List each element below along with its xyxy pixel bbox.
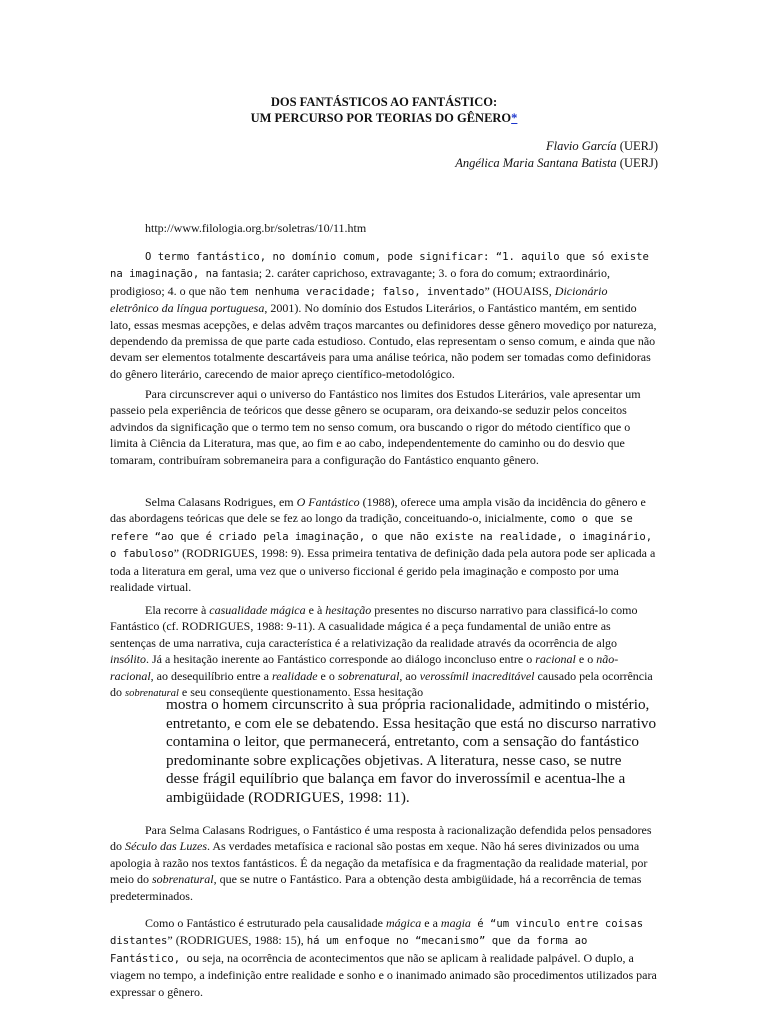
p1-f: , 2001). No domínio dos Estudos Literários, o Fantástico mantém, em sentido lato, essas mesmas acepções, e delas advêm traços marcantes ou definidores desse gênero movediço por natureza, dependendo da premissa de que parte cada estudioso. Contudo, elas representam o senso comum, e ainda que não devam ser elementos totalmente descartáveis para uma análise teórica, não podem ser tomadas como definidoras do gênero literário, carecendo de maior apreço científico-metodológico. [110,301,657,381]
p3-c: (1988), oferece uma ampla visão da incidência do gênero e das abordagens teóricas que dele se fez ao longo da tradição, conceituando-o, inicialmente, [110,495,646,526]
block-quote: mostra o homem circunscrito à sua própria racionalidade, admitindo o mistério, entretanto, e com ele se debatendo. Essa hesitação que está no discurso narrativo contamina o leitor, que permanecerá, entretanto, com a sensação do fantástico predominante sobre explicações objetivas. A literatura, nesse caso, se nutre desse frágil equilíbrio que balança em favor do inverossímil e acentua-lhe a ambigüidade (RODRIGUES, 1998: 11). [166,696,657,806]
p1-d: ” (HOUAISS, [484,283,555,298]
paragraph-2: Para circunscrever aqui o universo do Fantástico nos limites dos Estudos Literários, vale apresentar um passeio pela experiência de teóricos que desse gênero se ocuparam, ora deixando-se seduzir pelos conceitos advindos da significação que o termo tem no senso comum, ora buscando o rigor do método científico que o limita à Ciência da Literatura, mas que, ao fim e ao cabo, independentemente do caminho ou do desvio que tomaram, contribuíram sobremaneira para a configuração do Fantástico enquanto gênero. [110,387,641,467]
p4-q: causado pela ocorrência do [110,668,653,700]
p1-c: tem nenhuma veracidade; falso, inventado [229,285,485,298]
p4-i: e o [575,652,597,667]
p3-e: ” (RODRIGUES, 1998: 9). Essa primeira tentativa de definição dada pela autora pode ser aplicada a toda a literatura em geral, uma vez que o universo ficcional é gerido pela imaginação e composto por uma realidade virtual. [110,546,656,595]
p4-m: e o [317,668,338,683]
author-2 [455,155,658,172]
paragraph-4 [110,602,658,702]
p4-f: insólito [110,652,147,667]
author-2-affiliation: (UERJ) [616,156,658,170]
p4-c: e à [305,603,326,617]
p4-o: , ao [399,668,420,683]
p6-e: é “um vinculo entre coisas distantes [110,918,644,948]
p4-g: . Já a hesitação inerente ao Fantástico corresponde ao diálogo inconcluso entre o [146,652,536,667]
p5-d: sobrenatural [152,872,214,887]
p1-a: O termo fantástico, no domínio comum, pode significar: “1. aquilo que só existe na imaginação, na [110,251,649,281]
p3-a: Selma Calasans Rodrigues, em [145,495,297,509]
paragraph-5 [110,822,658,904]
p3-b: O Fantástico [296,495,360,509]
p4-h: racional [535,652,576,667]
p4-r: sobrenatural [125,688,179,700]
p4-a: Ela recorre à [145,603,210,617]
author-1 [455,138,658,155]
author-1-name: Flavio García [545,139,617,153]
p6-b: mágica [385,916,422,930]
title-line-1: DOS FANTÁSTICOS AO FANTÁSTICO: [270,95,498,109]
footnote-link[interactable]: * [511,111,518,125]
p6-c: e a [421,916,441,930]
p1-b: fantasia; 2. caráter caprichoso, extravagante; 3. o fora do comum; extraordinário, prodigioso; 4. o que não [110,266,610,298]
p4-b: casualidade mágica [209,603,306,617]
p6-d: magia [440,916,471,930]
p3-d: como o que se refere “ao que é criado pela imaginação, o que não existe na realidade, o imaginário, o fabuloso [110,513,653,561]
p6-h: seja, na ocorrência de acontecimentos que não se aplicam à realidade palpável. O duplo, a viagem no tempo, a indefinição entre realidade e sonho e o inanimado animado são procedimentos utilizados para expressar o gênero. [110,950,657,999]
p6-f: ” (RODRIGUES, 1988: 15), [167,933,307,948]
p6-a: Como o Fantástico é estruturado pela causalidade [145,916,386,930]
p4-d: hesitação [325,603,372,617]
p5-c: . As verdades metafísica e racional são postas em xeque. Não há seres divinizados ou uma apologia à razão nos textos fantásticos. É da negação da metafísica e da fragmentação da realidade material, por meio do [110,839,648,887]
p5-b: Século das Luzes [125,839,207,854]
p4-p: verossímil inacreditável [419,668,535,683]
p4-s: e seu conseqüente questionamento. Essa hesitação [178,685,424,700]
p4-l: realidade [271,668,318,683]
authors-block [455,138,658,172]
p5-a: Para Selma Calasans Rodrigues, o Fantástico é uma resposta à racionalização defendida pelos pensadores do [110,823,652,854]
p4-e: presentes no discurso narrativo para classificá-lo como Fantástico (cf. RODRIGUES, 1988: 9-11). A casualidade mágica é a peça fundamental de união entre as sentenças de uma narrativa, cuja característica é a relativização da realidade através da ocorrência de algo [110,603,638,650]
title-line-2-text: UM PERCURSO POR TEORIAS DO GÊNERO [250,111,512,125]
p1-e: Dicionário eletrônico da língua portuguesa [110,283,608,316]
author-1-affiliation: (UERJ) [616,139,658,153]
p4-n: sobrenatural [337,668,400,683]
p4-j: não-racional [110,652,619,683]
p5-e: , que se nutre o Fantástico. Para a obtenção desta ambigüidade, há a recorrência de temas predeterminados. [110,872,642,903]
paragraph-3 [110,494,658,595]
p6-g: há um enfoque no “mecanismo” que da forma ao Fantástico, ou [110,935,588,965]
title-line-2 [0,110,768,126]
p4-k: , ao desequilíbrio entre a [150,668,272,683]
author-2-name: Angélica Maria Santana Batista [455,156,617,170]
paragraph-6 [110,915,658,1000]
source-url: http://www.filologia.org.br/soletras/10/11.htm [145,221,367,235]
paragraph-1 [110,248,658,382]
